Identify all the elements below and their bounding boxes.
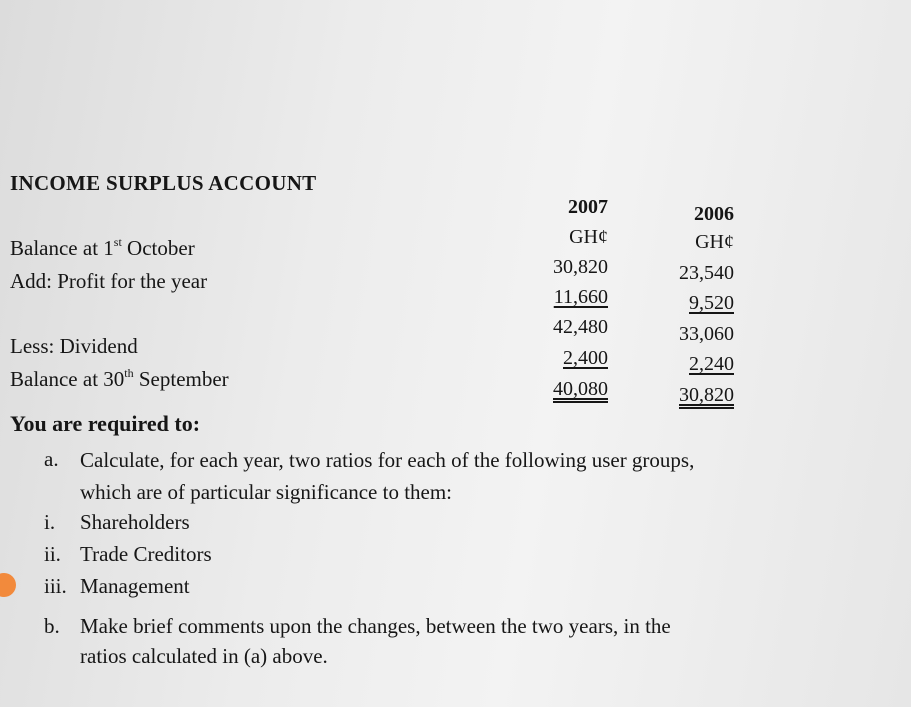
- dividend-2006: 2,240: [689, 353, 734, 375]
- year-2007-header: 2007: [568, 196, 608, 218]
- item-trade-creditors: Trade Creditors: [80, 542, 212, 566]
- requirements-title: You are required to:: [10, 411, 201, 436]
- opening-balance-2006: 23,540: [679, 262, 734, 284]
- profit-2006: 9,520: [689, 292, 734, 314]
- closing-balance-2007: 40,080: [553, 378, 608, 400]
- item-marker-management: iii.: [44, 574, 67, 598]
- row-label-opening-balance: Balance at 1st October: [10, 235, 195, 260]
- subtotal-2006: 33,060: [679, 323, 734, 345]
- question-a-line2: which are of particular significance to them:: [80, 480, 453, 504]
- opening-balance-2007: 30,820: [553, 256, 608, 278]
- row-label-profit: Add: Profit for the year: [10, 269, 208, 293]
- question-b-line1: Make brief comments upon the changes, between the two years, in the: [80, 614, 671, 638]
- question-b-marker: b.: [44, 614, 60, 638]
- item-management: Management: [80, 574, 190, 598]
- profit-2007: 11,660: [553, 286, 608, 308]
- subtotal-2007: 42,480: [553, 316, 608, 338]
- question-a-line1: Calculate, for each year, two ratios for each of the following user groups,: [80, 448, 695, 472]
- item-marker-trade-creditors: ii.: [44, 542, 61, 566]
- account-heading: INCOME SURPLUS ACCOUNT: [10, 171, 317, 195]
- row-label-dividend: Less: Dividend: [10, 334, 138, 358]
- question-b-line2: ratios calculated in (a) above.: [80, 644, 328, 668]
- year-2006-header: 2006: [694, 203, 734, 225]
- orange-marker-dot: [0, 573, 16, 597]
- closing-balance-2006: 30,820: [679, 384, 734, 406]
- dividend-2007: 2,400: [563, 347, 608, 369]
- currency-2006: GH¢: [695, 231, 734, 253]
- row-label-closing-balance: Balance at 30th September: [10, 366, 229, 391]
- item-marker-shareholders: i.: [44, 510, 56, 534]
- currency-2007: GH¢: [569, 226, 608, 248]
- question-a-marker: a.: [44, 447, 59, 471]
- item-shareholders: Shareholders: [80, 510, 190, 534]
